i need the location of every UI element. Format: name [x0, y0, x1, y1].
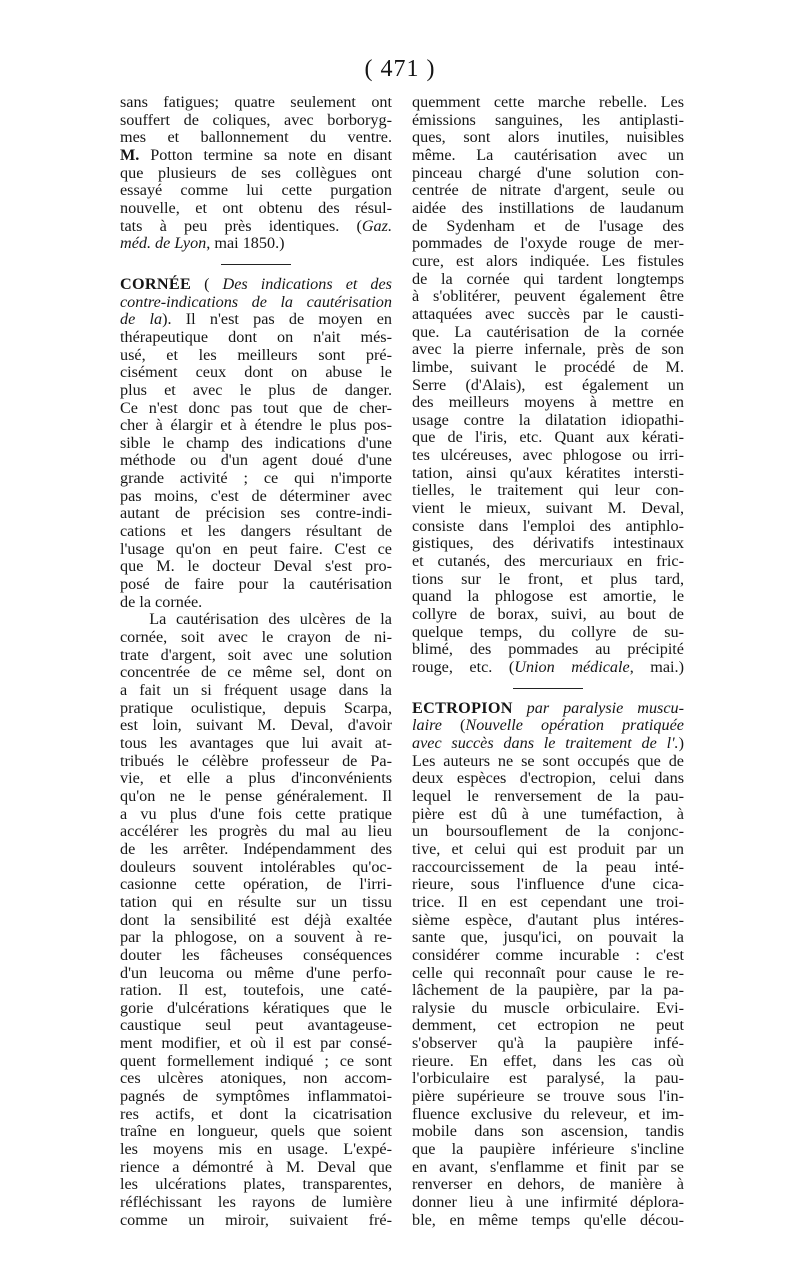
article-heading-ectropion: ECTROPION	[412, 698, 513, 717]
article-heading-cornee: CORNÉE	[120, 274, 192, 293]
article-cornee-continued: quemment cette marche rebelle. Les émissions sanguines, les antiplasti- ques, sont alors inutiles, nuisibles même. La cautérisation avec un pinceau chargé d'une solution con- centrée de nitrate d'argent, seule ou aidée des instillations de laudanum de Sydenham et de l'usage des pommades de l'oxyde rouge de mer- cure, est alors indiquée. Les fistules de la cornée qui tardent longtemps à s'oblitérer, peuvent également être attaquées avec succès par le causti- que. La cautérisation de la cornée avec la pierre infernale, près de son limbe, suivant le procédé de M. Serre (d'Alais), est également un des meilleurs moyens à mettre en usage contre la dilatation idiopathi- que de l'iris, etc. Quant aux kérati- tes ulcéreuses, avec phlogose ou irri- tation, ainsi qu'aux kératites intersti- tielles, le traitement qui leur con- vient le mieux, suivant M. Deval, consiste dans l'emploi des antiphlo- gistiques, des dérivatifs intestinaux et cutanés, des mercuriaux en fric- tions sur le front, et plus tard, quand la phlogose est amortie, le collyre de borax, suivi, au bout de quelque temps, du collyre de su- blimé, des pommades au précipité rouge, etc. (Union médicale, mai.)	[412, 93, 684, 676]
section-divider	[221, 264, 291, 265]
article-ectropion: ECTROPION par paralysie muscu- laire (Nouvelle opération pratiquée avec succès dans le traitement de l'.) Les auteurs ne se sont occupés que de deux espèces d'ectropion, celui dans lequel le renversement de la pau- pière est dû à une tuméfaction, à un boursouflement de la conjonc- tive, et celui qui est produit par un raccourcissement de la peau inté- rieure, sous l'influence d'une cica- trice. Il en est cependant une troi- sième espèce, d'autant plus intéres- sante que, jusqu'ici, on pouvait la considérer comme incurable : c'est celle qui reconnaît pour cause le re- lâchement de la paupière, par la pa- ralysie du muscle orbiculaire. Evi- demment, cet ectropion ne peut s'observer qu'à la paupière infé- rieure. En effet, dans les cas où l'orbiculaire est paralysé, la pau- pière supérieure se trouve sous l'in- fluence exclusive du releveur, et im- mobile dans son ascension, tandis que la paupière inférieure s'incline en avant, s'enflamme et finit par se renverser en dehors, de manière à donner lieu à une infirmité déplora- ble, en même temps qu'elle décou-	[412, 698, 685, 1229]
left-column	[120, 94, 392, 1229]
section-divider	[513, 688, 583, 689]
article-cornee-paragraph-2: La cautérisation des ulcères de la cornée, soit avec le crayon de ni- trate d'argent, soit avec une solution concentrée de ce même sel, dont on a fait un si fréquent usage dans la pratique oculistique, depuis Scarpa, est loin, suivant M. Deval, d'avoir tous les avantages que lui avait at- tribués le célèbre professeur de Pa- vie, et elle a plus d'inconvénients qu'on ne le pense généralement. Il a vu plus d'une fois cette pratique accélérer les progrès du mal au lieu de les arrêter. Indépendamment des douleurs souvent intolérables qu'oc- casionne cette opération, de l'irri- tation qui en résulte sur un tissu dont la sensibilité est déjà exaltée par la phlogose, on a souvent à re- douter les fâcheuses conséquences d'un leucoma ou même d'une perfo- ration. Il est, toutefois, une caté- gorie d'ulcérations kératiques que le caustique seul peut avantageuse- ment modifier, et où il est par consé- quent formellement indiqué ; ce sont ces ulcères atoniques, non accom- pagnés de symptômes inflammatoi- res actifs, et dont la cicatrisation traîne en longueur, quels que soient les moyens mis en usage. L'expé- rience a démontré à M. Deval que les ulcérations plates, transparentes, réfléchissant les rayons de lumière comme un miroir, suivaient fré-	[120, 610, 392, 1229]
page-number: ( 471 )	[364, 56, 436, 82]
right-column	[412, 94, 684, 1229]
article-cornee: CORNÉE ( Des indications et des contre-indications de la cautérisation de la). Il n'est pas de moyen en thérapeutique dont on n'ait més- usé, et les meilleurs sont pré- cisément ceux dont on abuse le plus et avec le plus de danger. Ce n'est donc pas tout que de cher- cher à élargir et à étendre le plus pos- sible le champ des indications d'une méthode ou d'un agent doué d'une grande activité ; ce qui n'importe pas moins, c'est de déterminer avec autant de précision ses contre-indi- cations et les dangers résultant de l'usage qu'on en peut faire. C'est ce que M. le docteur Deval s'est pro- posé de faire pour la cautérisation de la cornée.	[120, 274, 392, 611]
intro-paragraph: sans fatigues; quatre seulement ont souffert de coliques, avec borboryg- mes et ballonnement du ventre. M. Potton termine sa note en disant que plusieurs de ses collègues ont essayé comme lui cette purgation nouvelle, et ont obtenu des résul- tats à peu près identiques. (Gaz. méd. de Lyon, mai 1850.)	[120, 93, 392, 253]
